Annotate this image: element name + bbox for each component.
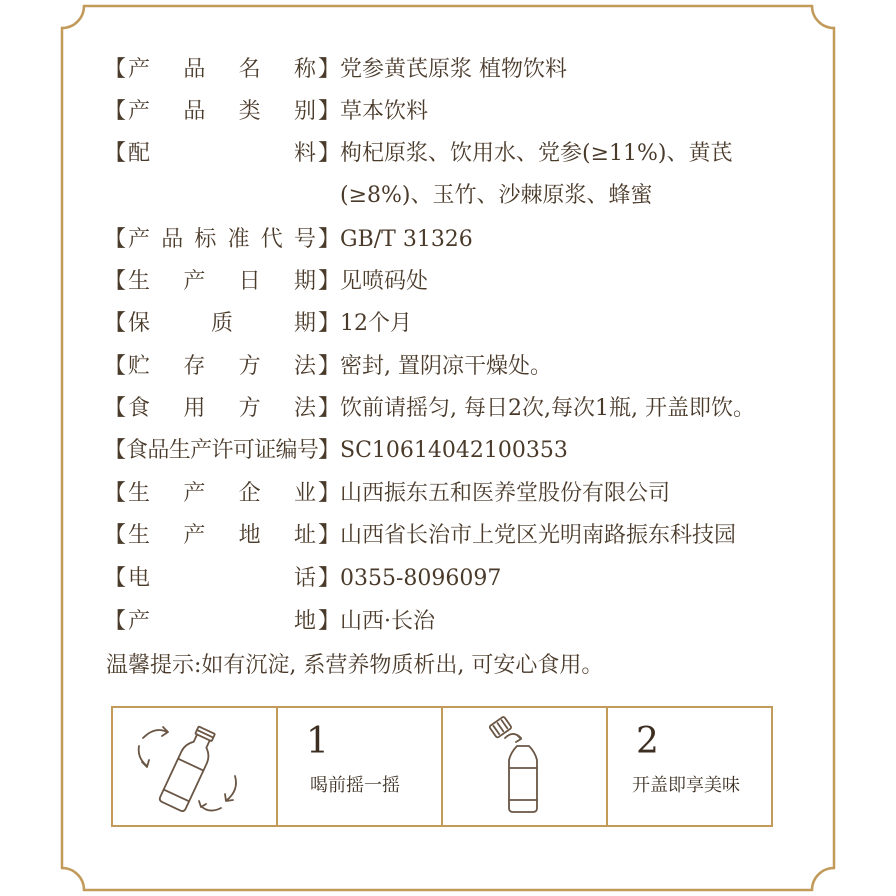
row-value: 山西振东五和医养堂股份有限公司	[340, 481, 671, 506]
label-char: 产	[128, 57, 151, 82]
label-char: 产	[183, 523, 206, 548]
bracket-open: 【	[104, 566, 127, 591]
row-value: 草本饮料	[340, 99, 429, 124]
label-char: 配	[128, 141, 151, 166]
spec-row-production-date	[104, 264, 428, 300]
label-char: 生	[128, 269, 151, 294]
step-cell-shake	[113, 708, 278, 825]
label-char: 称	[293, 57, 316, 82]
row-label	[104, 433, 340, 469]
row-label	[104, 136, 340, 172]
label-char: 法	[293, 354, 316, 379]
spec-row-phone	[104, 561, 501, 597]
bracket-close: 】	[317, 354, 340, 379]
bracket-close: 】	[317, 609, 340, 634]
label-char: 品	[183, 57, 206, 82]
row-value: 山西·长治	[340, 609, 435, 634]
label-char: 业	[293, 481, 316, 506]
step-cell-2	[608, 708, 771, 825]
label-char: 许	[211, 438, 233, 463]
label-char: 期	[293, 269, 316, 294]
label-char: 号	[293, 227, 316, 252]
bracket-open: 【	[104, 269, 127, 294]
row-label	[104, 222, 340, 258]
label-char: 企	[238, 481, 261, 506]
label-text	[126, 349, 318, 385]
label-char: 产	[190, 438, 212, 463]
shake-bottle-icon	[113, 708, 266, 825]
spec-row-manufacturer	[104, 476, 670, 512]
label-text	[126, 94, 318, 130]
label-text	[126, 391, 318, 427]
spec-row-license	[104, 433, 568, 469]
label-char: 址	[293, 523, 316, 548]
label-text	[126, 561, 318, 597]
label-text	[126, 306, 318, 342]
label-char: 号	[296, 438, 318, 463]
label-char: 证	[254, 438, 276, 463]
label-char: 食	[128, 396, 151, 421]
open-bottle-icon	[443, 708, 596, 825]
label-char: 法	[293, 396, 316, 421]
label-char: 产	[128, 609, 151, 634]
spec-row-origin	[104, 604, 435, 640]
row-label	[104, 518, 340, 554]
bracket-open: 【	[104, 141, 127, 166]
label-char: 生	[128, 481, 151, 506]
label-text	[126, 136, 318, 172]
step-text: 开盖即享美味	[632, 775, 740, 796]
label-char: 品	[183, 99, 206, 124]
step-text: 喝前摇一摇	[310, 775, 400, 796]
spec-row-product-category	[104, 94, 428, 130]
bracket-open: 【	[104, 57, 127, 82]
label-char: 电	[128, 566, 151, 591]
row-value: 12个月	[340, 311, 412, 336]
spec-row-product-name	[104, 52, 567, 88]
label-char: 期	[293, 311, 316, 336]
notice-text: 温馨提示:如有沉淀, 系营养物质析出, 可安心食用。	[106, 653, 604, 678]
label-char: 代	[260, 227, 283, 252]
label-char: 产	[183, 481, 206, 506]
label-char: 用	[183, 396, 206, 421]
bracket-open: 【	[104, 609, 127, 634]
row-value: 饮前请摇匀, 每日2次,每次1瓶, 开盖即饮。	[340, 396, 755, 421]
label-text	[126, 264, 318, 300]
label-char: 生	[128, 523, 151, 548]
usage-steps	[111, 706, 773, 827]
bracket-close: 】	[317, 566, 340, 591]
spec-row-usage	[104, 391, 755, 427]
step-cell-1	[278, 708, 443, 825]
label-char: 食	[126, 438, 148, 463]
row-value: 密封, 置阴凉干燥处。	[340, 354, 552, 379]
label-char: 别	[293, 99, 316, 124]
bracket-close: 】	[317, 227, 340, 252]
spec-row-ingredients-continued	[104, 178, 653, 214]
label-char: 方	[238, 396, 261, 421]
row-label	[104, 264, 340, 300]
bracket-close: 】	[317, 438, 340, 463]
bracket-open: 【	[104, 227, 127, 252]
label-char: 准	[227, 227, 250, 252]
label-text	[126, 604, 318, 640]
row-label	[104, 94, 340, 130]
row-value: 0355-8096097	[340, 566, 502, 591]
bracket-close: 】	[317, 481, 340, 506]
row-label	[104, 476, 340, 512]
spec-row-ingredients	[104, 136, 733, 172]
bracket-open: 【	[104, 396, 127, 421]
step-number: 1	[306, 721, 329, 762]
bracket-close: 】	[317, 523, 340, 548]
bracket-close: 】	[317, 141, 340, 166]
label-text	[126, 433, 318, 469]
label-char: 保	[128, 311, 151, 336]
row-label	[104, 391, 340, 427]
label-char: 可	[232, 438, 254, 463]
label-char: 标	[194, 227, 217, 252]
row-label	[104, 604, 340, 640]
step-cell-open	[443, 708, 608, 825]
row-value: 党参黄芪原浆 植物饮料	[340, 57, 567, 82]
label-char: 方	[238, 354, 261, 379]
label-text	[126, 518, 318, 554]
row-label	[104, 306, 340, 342]
spec-row-shelf-life	[104, 306, 412, 342]
label-char: 类	[238, 99, 261, 124]
bracket-open: 【	[104, 99, 127, 124]
label-char: 产	[128, 99, 151, 124]
row-label	[104, 349, 340, 385]
label-char: 质	[210, 311, 233, 336]
label-text	[126, 222, 318, 258]
label-char: 名	[238, 57, 261, 82]
row-label	[104, 52, 340, 88]
label-char: 地	[293, 609, 316, 634]
row-value: 见喷码处	[340, 269, 429, 294]
bracket-close: 】	[317, 269, 340, 294]
label-char: 产	[183, 269, 206, 294]
row-value: SC10614042100353	[340, 438, 568, 463]
label-char: 地	[238, 523, 261, 548]
row-value: GB/T 31326	[340, 227, 473, 252]
spec-row-address	[104, 518, 736, 554]
row-label	[104, 561, 340, 597]
label-char: 贮	[128, 354, 151, 379]
label-char: 料	[293, 141, 316, 166]
bracket-open: 【	[104, 354, 127, 379]
bracket-open: 【	[104, 311, 127, 336]
spec-row-storage	[104, 349, 552, 385]
label-char: 产	[128, 227, 151, 252]
label-char: 话	[293, 566, 316, 591]
row-value: (≥8%)、玉竹、沙棘原浆、蜂蜜	[340, 183, 653, 208]
bracket-close: 】	[317, 311, 340, 336]
spec-row-standard-code	[104, 222, 473, 258]
bracket-open: 【	[104, 438, 127, 463]
label-char: 编	[275, 438, 297, 463]
bracket-close: 】	[317, 57, 340, 82]
label-char: 生	[168, 438, 190, 463]
row-value: 枸杞原浆、饮用水、党参(≥11%)、黄芪	[340, 141, 733, 166]
label-char: 品	[147, 438, 169, 463]
row-value: 山西省长治市上党区光明南路振东科技园	[340, 523, 737, 548]
label-text	[126, 476, 318, 512]
bracket-close: 】	[317, 99, 340, 124]
step-number: 2	[636, 721, 659, 762]
label-char: 日	[238, 269, 261, 294]
label-text	[126, 52, 318, 88]
bracket-open: 【	[104, 523, 127, 548]
bracket-close: 】	[317, 396, 340, 421]
bracket-open: 【	[104, 481, 127, 506]
label-char: 品	[161, 227, 184, 252]
label-char: 存	[183, 354, 206, 379]
